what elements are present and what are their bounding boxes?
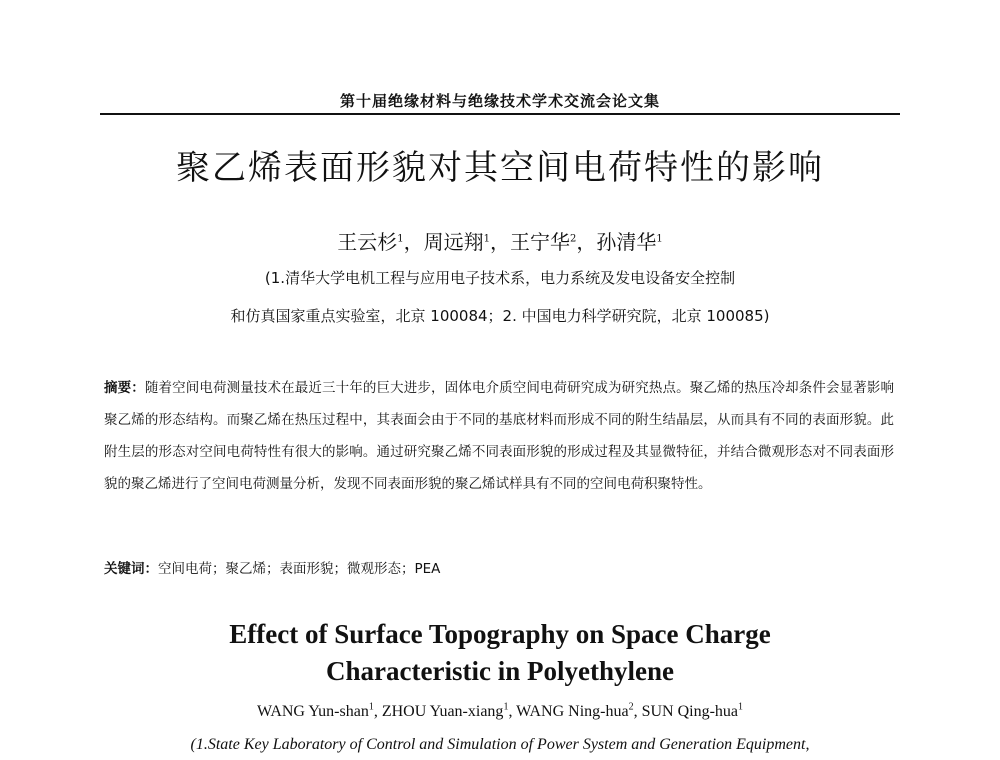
author-cn-affiliation-mark: 2 (570, 233, 577, 245)
author-en-name: ZHOU Yuan-xiang (381, 703, 504, 720)
abstract-cn (104, 372, 894, 500)
authors-en (0, 703, 1000, 721)
author-cn-name: 孙清华 (596, 230, 657, 254)
author-cn-name: 王云杉 (337, 230, 398, 254)
author-separator-en: , (633, 703, 642, 720)
title-cn: 聚乙烯表面形貌对其空间电荷特性的影响 (176, 148, 824, 188)
author-en-affiliation-mark: 1 (368, 701, 374, 713)
author-en-affiliation-mark: 1 (738, 701, 744, 713)
title-en (0, 616, 1000, 690)
keywords-cn (104, 557, 894, 577)
author-separator-en: , (373, 703, 382, 720)
author-en-affiliation-mark: 1 (503, 701, 509, 713)
author-separator: ， (576, 230, 597, 254)
affiliation-en: (1.State Key Laboratory of Control and Simulation of Power System and Generation Equipment, (190, 736, 810, 753)
author-separator: ， (490, 230, 510, 254)
author-en-name: WANG Yun-shan (256, 703, 369, 720)
author-en-name: SUN Qing-hua (641, 703, 739, 720)
title-en-line: Characteristic in Polyethylene (326, 656, 674, 686)
author-cn-affiliation-mark: 1 (397, 233, 404, 245)
abstract-text: 随着空间电荷测量技术在最近三十年的巨大进步，固体电介质空间电荷研究成为研究热点。聚乙烯的热压冷却条件会显著影响聚乙烯的形态结构。而聚乙烯在热压过程中，其表面会由于不同的基底材料而形成不同的附生结晶层，从而具有不同的表面形貌。此附生层的形态对空间电荷特性有很大的影响。通过研究聚乙烯不同表面形貌的形成过程及其显微特征，并结合微观形态对不同表面形貌的聚乙烯进行了空间电荷测量分析，发现不同表面形貌的聚乙烯试样具有不同的空间电荷积聚特性。 (104, 380, 895, 492)
title-en-line: Effect of Surface Topography on Space Charge (229, 619, 771, 649)
author-cn-affiliation-mark: 1 (483, 233, 490, 245)
author-cn-affiliation-mark: 1 (656, 233, 663, 245)
affiliation-cn-line: (1.清华大学电机工程与应用电子技术系，电力系统及发电设备安全控制 (264, 269, 736, 287)
authors-cn (0, 226, 1000, 255)
affiliation-cn-line: 和仿真国家重点实验室，北京 100084；2. 中国电力科学研究院，北京 100085) (230, 307, 770, 325)
keywords-text: 空间电荷；聚乙烯；表面形貌；微观形态；PEA (158, 561, 441, 577)
author-cn-name: 王宁华 (510, 230, 570, 254)
author-separator-en: , (508, 703, 517, 720)
abstract-label: 摘要： (104, 380, 145, 396)
keywords-label: 关键词： (104, 561, 158, 577)
header-rule (100, 113, 900, 115)
author-en-affiliation-mark: 2 (628, 701, 634, 713)
author-en-name: WANG Ning-hua (516, 703, 629, 720)
author-separator: ， (403, 230, 424, 254)
running-header: 第十届绝缘材料与绝缘技术学术交流会论文集 (339, 92, 660, 110)
author-cn-name: 周远翔 (423, 230, 484, 254)
